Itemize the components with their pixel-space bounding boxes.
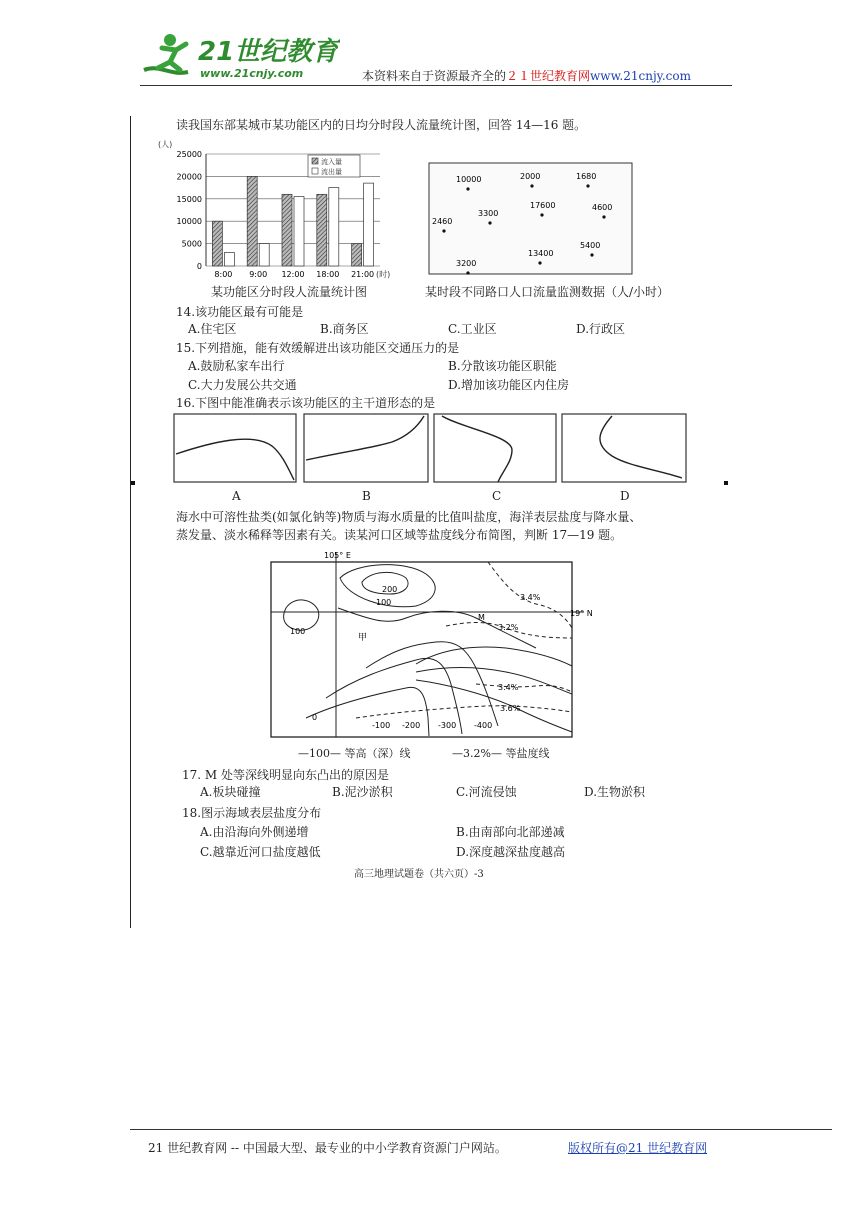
chart-bar-inflow <box>352 244 362 266</box>
site-logo <box>140 26 340 82</box>
road-option-b[interactable] <box>304 414 428 482</box>
monitor-point-dot <box>586 184 589 187</box>
road-option-a[interactable] <box>174 414 296 482</box>
q15-option-b[interactable]: B.分散该功能区职能 <box>448 359 557 373</box>
map-legend-salinity: —3.2%— 等盐度线 <box>452 747 550 760</box>
flow-bar-chart <box>150 138 400 300</box>
q18-option-a[interactable]: A.由沿海向外侧递增 <box>200 825 309 839</box>
monitor-point-value: 10000 <box>456 175 482 184</box>
chart-yticks <box>177 150 202 271</box>
road-label-b: B <box>362 489 371 503</box>
chart-xlabel: (时) <box>376 270 391 279</box>
footer-divider <box>130 1129 832 1130</box>
q14-option-b[interactable]: B.商务区 <box>320 322 369 336</box>
chart-ytick-label: 10000 <box>176 217 202 227</box>
chart-xtick-label: 18:00 <box>316 270 340 279</box>
monitor-point-dot <box>488 221 491 224</box>
q15-option-a[interactable]: A.鼓励私家车出行 <box>188 359 285 373</box>
question-15-stem: 15.下列措施，能有效缓解进出该功能区交通压力的是 <box>176 341 460 355</box>
chart-bar-inflow <box>212 221 222 266</box>
map-label-200: 200 <box>382 585 398 594</box>
monitor-point-dot <box>602 215 605 218</box>
legend-label-outflow: 流出量 <box>321 168 342 176</box>
chart-xtick-label: 12:00 <box>281 270 305 279</box>
chart-ytick-label: 15000 <box>176 194 202 204</box>
chart-bar-inflow <box>247 176 257 266</box>
q15-option-d[interactable]: D.增加该功能区内住房 <box>448 378 570 392</box>
map-label-m: M <box>478 613 485 622</box>
road-option-d[interactable] <box>562 414 686 482</box>
q18-option-c[interactable]: C.越靠近河口盐度越低 <box>200 845 321 859</box>
map-label-sal-32: 3.2% <box>498 623 519 632</box>
q17-option-a[interactable]: A.板块碰撞 <box>200 785 261 799</box>
question-14-stem: 14.该功能区最有可能是 <box>176 305 304 319</box>
chart-bar-outflow <box>329 188 339 266</box>
map-label-sal-34b: 3.4% <box>498 683 519 692</box>
monitor-point-dot <box>442 229 445 232</box>
footer-copyright-link[interactable]: 版权所有@21 世纪教育网 <box>568 1141 708 1155</box>
road-label-a: A <box>232 489 241 503</box>
monitor-point-dot <box>540 213 543 216</box>
monitor-point-value: 3200 <box>456 259 477 268</box>
q18-option-d[interactable]: D.深度越深盐度越高 <box>456 845 566 859</box>
intro-paragraph-2-line1: 海水中可溶性盐类(如氯化钠等)物质与海水质量的比值叫盐度，海洋表层盐度与降水量、 <box>176 510 642 524</box>
scan-page-footer: 高三地理试题卷（共六页）-3 <box>354 869 484 880</box>
chart-title: 某功能区分时段人流量统计图 <box>211 285 368 299</box>
q18-option-b[interactable]: B.由南部向北部递减 <box>456 825 565 839</box>
intro-paragraph-1: 读我国东部某城市某功能区内的日均分时段人流量统计图，回答 14—16 题。 <box>176 118 587 132</box>
map-label-sal-36: 3.6% <box>500 704 521 713</box>
q14-option-d[interactable]: D.行政区 <box>576 322 626 336</box>
header-divider <box>140 85 732 86</box>
road-label-c: C <box>492 489 502 503</box>
binding-line <box>130 116 131 928</box>
chart-bar-outflow <box>294 197 304 266</box>
road-option-c[interactable] <box>434 414 556 482</box>
chart-legend <box>308 155 360 177</box>
chart-bar-inflow <box>317 194 327 266</box>
map-label-m400: -400 <box>474 721 493 730</box>
q14-option-c[interactable]: C.工业区 <box>448 322 497 336</box>
chart-bar-outflow <box>224 253 234 266</box>
chart-ytick-label: 25000 <box>176 150 202 159</box>
monitor-point-dot <box>530 184 533 187</box>
monitor-point-value: 3300 <box>478 209 499 218</box>
q17-option-b[interactable]: B.泥沙淤积 <box>332 785 393 799</box>
chart-bar-outflow <box>259 244 269 266</box>
monitor-point-value: 5400 <box>580 241 601 250</box>
monitor-point-dot <box>538 261 541 264</box>
map-label-m200: -200 <box>402 721 421 730</box>
chart-bar-inflow <box>282 194 292 266</box>
chart-ylabel: (人) <box>158 140 173 149</box>
chart-xtick-label: 8:00 <box>214 270 233 279</box>
monitor-point-value: 2000 <box>520 172 541 181</box>
chart-bar-outflow <box>364 183 374 266</box>
map-lat-label: 19° N <box>570 609 593 618</box>
header-site-name[interactable]: ２１世纪教育网 <box>506 69 591 83</box>
map-lon-label: 105° E <box>324 551 351 560</box>
road-shape-options <box>172 412 732 484</box>
registration-mark-left <box>131 481 135 485</box>
chart-xtick-label: 21:00 <box>351 270 375 279</box>
question-17-stem: 17. M 处等深线明显向东凸出的原因是 <box>182 768 390 782</box>
chart-ytick-label: 20000 <box>176 172 202 182</box>
map-label-m100: -100 <box>372 721 391 730</box>
map-label-0: 0 <box>312 713 318 722</box>
monitor-caption: 某时段不同路口人口流量监测数据（人/小时） <box>425 285 670 299</box>
map-label-jia: 甲 <box>358 633 368 643</box>
monitor-point-value: 17600 <box>530 201 556 210</box>
question-16-stem: 16.下图中能准确表示该功能区的主干道形态的是 <box>176 396 436 410</box>
monitor-point-value: 4600 <box>592 203 613 212</box>
q17-option-c[interactable]: C.河流侵蚀 <box>456 785 517 799</box>
legend-swatch-inflow <box>312 158 318 164</box>
header-url[interactable]: www.21cnjy.com <box>590 69 691 83</box>
estuary-salinity-map <box>266 548 616 744</box>
chart-ytick-label: 0 <box>196 262 202 271</box>
footer-tagline: 21 世纪教育网 -- 中国最大型、最专业的中小学教育资源门户网站。 <box>148 1141 507 1155</box>
chart-ytick-label: 5000 <box>181 239 202 249</box>
map-legend-contour: —100— 等高（深）线 <box>298 747 411 760</box>
chart-xticks <box>214 270 374 279</box>
header-text: 本资料来自于资源最齐全的２１世纪教育网www.21cnjy.com <box>362 69 691 83</box>
map-label-100a: 100 <box>376 598 392 607</box>
q14-option-a[interactable]: A.住宅区 <box>188 322 237 336</box>
intersection-monitor-map <box>428 162 634 276</box>
monitor-point-value: 13400 <box>528 249 554 258</box>
logo-url: www.21cnjy.com <box>200 67 304 80</box>
legend-swatch-outflow <box>312 168 318 174</box>
monitor-point-value: 1680 <box>576 172 597 181</box>
q17-option-d[interactable]: D.生物淤积 <box>584 785 646 799</box>
intro-paragraph-2-line2: 蒸发量、淡水稀释等因素有关。读某河口区域等盐度线分布简图，判断 17—19 题。 <box>176 528 623 542</box>
chart-xtick-label: 9:00 <box>249 270 268 279</box>
q15-option-c[interactable]: C.大力发展公共交通 <box>188 378 297 392</box>
monitor-point-dot <box>590 253 593 256</box>
monitor-point-dot <box>466 271 469 274</box>
map-label-m300: -300 <box>438 721 457 730</box>
road-label-d: D <box>620 489 630 503</box>
map-label-sal-34a: 3.4% <box>520 593 541 602</box>
map-label-100b: 100 <box>290 627 306 636</box>
monitor-point-dot <box>466 187 469 190</box>
monitor-point-value: 2460 <box>432 217 453 226</box>
question-18-stem: 18.图示海域表层盐度分布 <box>182 806 322 820</box>
legend-label-inflow: 流入量 <box>321 158 342 166</box>
logo-text: 21世纪教育 <box>198 37 339 67</box>
